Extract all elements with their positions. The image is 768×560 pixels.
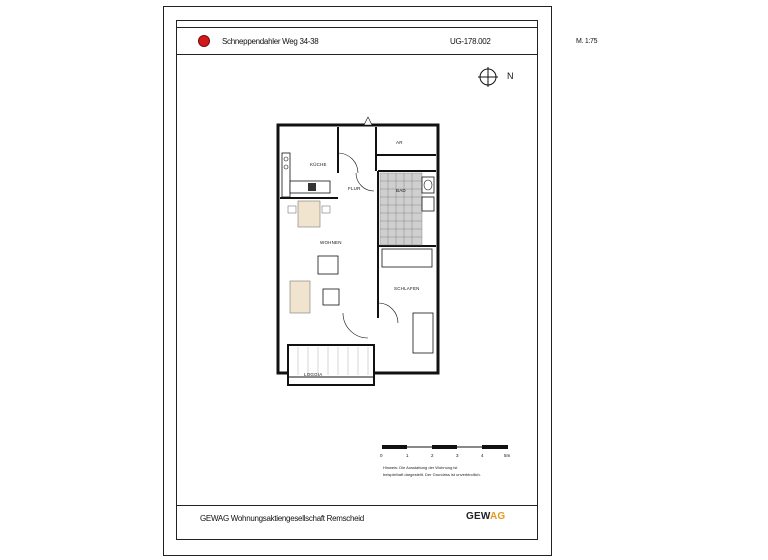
scale-tick: 3 [456, 453, 459, 458]
room-label-hall: FLUR [348, 186, 361, 191]
room-label-kitchen: KÜCHE [310, 162, 327, 167]
floor-plan [268, 113, 448, 403]
north-label: N [507, 71, 514, 81]
gewag-logo [466, 511, 505, 522]
location-marker-icon [198, 35, 210, 47]
unit-code: UG-178.002 [450, 37, 491, 46]
scale-tick: 5m [504, 453, 511, 458]
scale-label: M. 1:75 [576, 38, 598, 45]
room-label-living: WOHNEN [320, 240, 342, 245]
scale-tick: 4 [481, 453, 484, 458]
disclaimer-line-2: beispielhaft dargestellt. Der Grundriss ist unverbindlich. [383, 472, 481, 477]
scale-bar [382, 443, 512, 463]
logo-text-main: GEW [466, 511, 490, 522]
disclaimer-line-1: Hinweis: Die Ausstattung der Wohnung ist [383, 465, 458, 470]
room-label-storage: AR [396, 140, 403, 145]
room-label-bath: BAD [396, 188, 406, 193]
scale-tick: 1 [406, 453, 409, 458]
company-name: GEWAG Wohnungsaktiengesellschaft Remscheid [200, 514, 364, 523]
scale-tick: 2 [431, 453, 434, 458]
north-arrow-icon [478, 67, 498, 87]
address-text: Schneppendahler Weg 34-38 [222, 37, 319, 46]
scale-tick: 0 [380, 453, 383, 458]
room-label-loggia: LOGGIA [304, 372, 323, 377]
logo-text-accent: AG [489, 511, 506, 522]
room-label-bedroom: SCHLAFEN [394, 286, 420, 291]
